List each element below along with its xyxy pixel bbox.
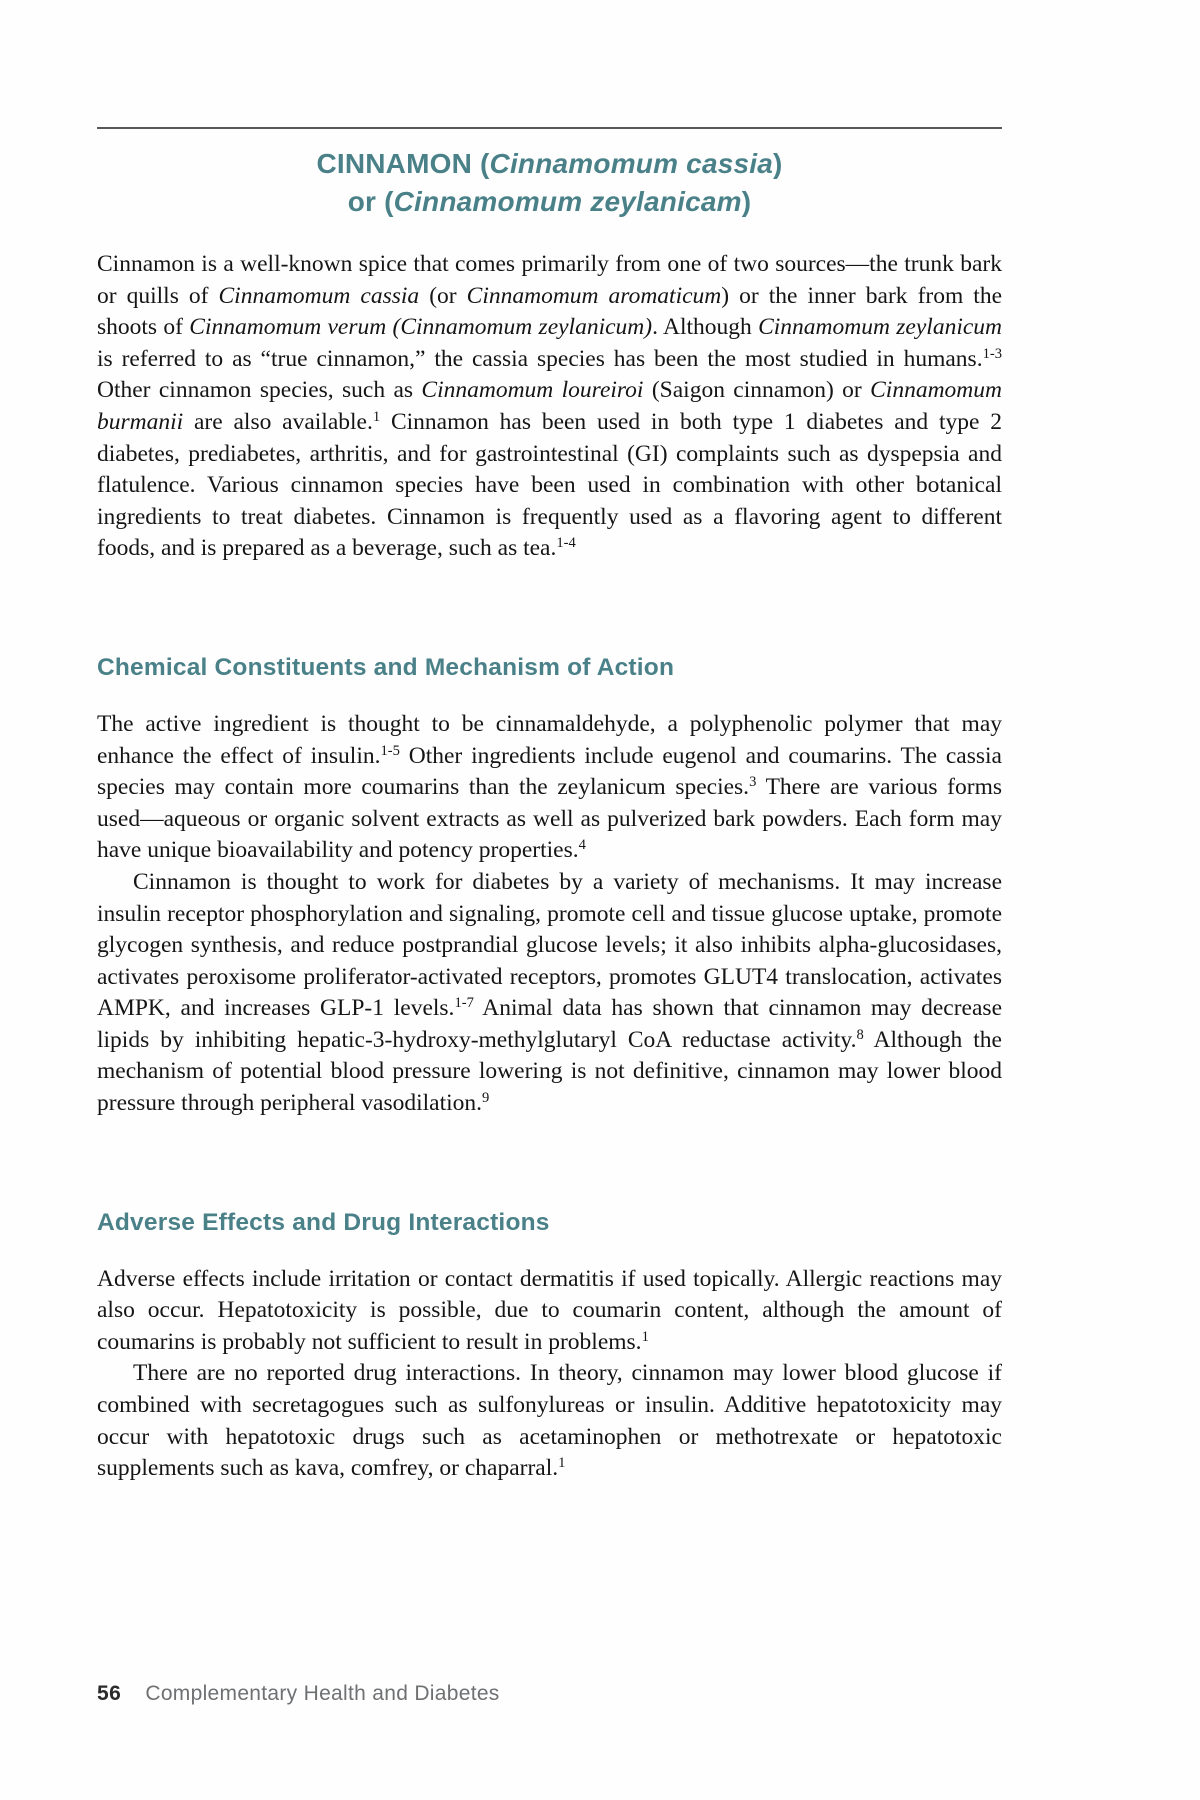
intro-paragraph: Cinnamon is a well-known spice that comes primarily from one of two sources—the trunk bark or quills of Cinnamomum cassia (or Cinnamomum aromaticum) or the inner bark from the shoots of Cinnamomum verum (Cinnamomum zeylanicum). Although Cinnamomum zeylanicum is referred to as “true cinnamon,” the cassia species has been the most studied in humans.$^{1-3}$ Other cinnamon species, such as Cinnamomum loureiroi (Saigon cinnamon) or Cinnamomum burmanii are also available.$^1$ Cinnamon has been used in both type 1 diabetes and type 2 diabetes, prediabetes, arthritis, and for gastrointestinal (GI) complaints such as dyspepsia and flatulence. Various cinnamon species have been used in combination with other botanical ingredients to treat diabetes. Cinnamon is frequently used as a flavoring agent to different foods, and is prepared as a beverage, such as tea.$^{1-4}$: [97, 251, 1003, 562]
section-heading-chemical-constituents: Chemical Constituents and Mechanism of Action: [97, 653, 675, 681]
page-content: [97, 145, 1002, 1485]
top-rule: [97, 127, 1002, 129]
adverse-effects-paragraph-2: There are no reported drug interactions. In theory, cinnamon may lower blood glucose if combined with secretagogues such as sulfonylureas or insulin. Additive hepatotoxicity may occur with hepatotoxic drugs such as acetaminophen or methotrexate or hepatotoxic supplements such as kava, comfrey, or chaparral.$^1$: [97, 1360, 1002, 1482]
chemical-constituents-paragraph-1: The active ingredient is thought to be cinnamaldehyde, a polyphenolic polymer that may enhance the effect of insulin.$^{1-5}$ Other ingredients include eugenol and coumarins. The cassia species may contain more coumarins than the zeylanicum species.$^3$ There are various forms used—aqueous or organic solvent extracts as well as pulverized bark powders. Each form may have unique bioavailability and potency properties.$^4$: [97, 710, 1002, 864]
adverse-effects-paragraph-1: Adverse effects include irritation or contact dermatitis if used topically. Allergic reactions may also occur. Hepatotoxicity is possible, due to coumarin content, although the amount of coumarins is probably not sufficient to result in problems.$^1$: [97, 1265, 1002, 1355]
section-heading-adverse-effects: Adverse Effects and Drug Interactions: [97, 1208, 550, 1236]
page-footer: [97, 1682, 500, 1706]
chapter-title-line2: or (Cinnamomum zeylanicam): [347, 186, 752, 217]
running-footer-title: Complementary Health and Diabetes: [145, 1682, 500, 1705]
chapter-title-line1: CINNAMON (Cinnamomum cassia): [316, 148, 783, 179]
chapter-title: [97, 145, 1002, 221]
page-number: 56: [97, 1682, 122, 1705]
chemical-constituents-paragraph-2: Cinnamon is thought to work for diabetes by a variety of mechanisms. It may increase insulin receptor phosphorylation and signaling, promote cell and tissue glucose uptake, promote glycogen synthesis, and reduce postprandial glucose levels; it also inhibits alpha-glucosidases, activates peroxisome proliferator-activated receptors, promotes GLUT4 translocation, activates AMPK, and increases GLP-1 levels.$^{1-7}$ Animal data has shown that cinnamon may decrease lipids by inhibiting hepatic-3-hydroxy-methylglutaryl CoA reductase activity.$^8$ Although the mechanism of potential blood pressure lowering is not definitive, cinnamon may lower blood pressure through peripheral vasodilation.$^9$: [97, 868, 1002, 1117]
